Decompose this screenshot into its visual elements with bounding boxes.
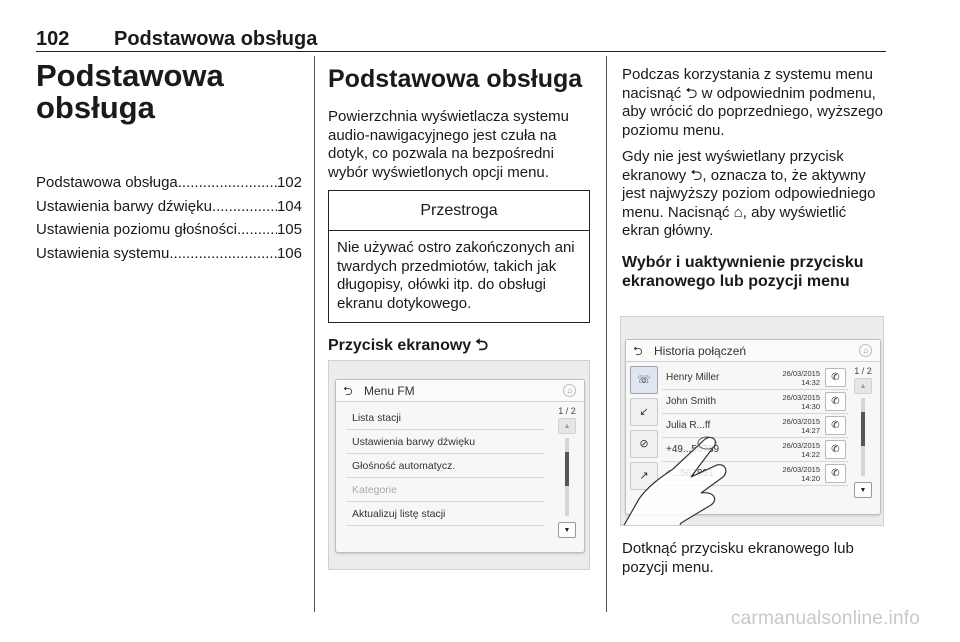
call-timestamp [782,393,820,411]
call-timestamp [782,369,820,387]
scroll-thumb[interactable] [565,452,569,486]
scroll-down-icon[interactable]: ▼ [854,482,872,498]
toc-leader [169,242,277,266]
back-arrow-icon: ⮌ [685,84,698,102]
fm-menu-screenshot [328,360,590,570]
phone-icon[interactable]: ✆ [825,416,846,435]
music-note-icon[interactable]: ♫ [563,384,576,397]
fm-menu-panel [335,379,585,553]
fm-menu-scrollbar[interactable] [558,406,576,538]
music-note-icon[interactable]: ♫ [859,344,872,357]
incoming-calls-tab[interactable]: ↙ [630,398,658,426]
call-row[interactable] [662,366,848,390]
back-arrow-icon: ⮌ [690,166,703,184]
phone-icon[interactable]: ✆ [825,440,846,459]
top-level-paragraph [622,148,886,241]
fm-menu-item[interactable]: Aktualizuj listę stacji [346,502,544,526]
caller-name: John Smith [666,396,717,407]
text-run: Podczas korzystania z systemu menu nacisnąć [622,66,873,102]
toc-entry-label: Ustawienia poziomu głośności [36,221,237,238]
toc-entry-page: 104 [276,197,302,215]
call-time: 14:27 [801,426,820,435]
call-history-screenshot [620,316,884,526]
call-history-header [626,340,880,362]
toc-entry-label: Ustawienia barwy dźwięku [36,197,212,215]
caller-name: Julia R...ff [666,420,711,431]
section-column [328,64,590,355]
column-divider [606,56,607,612]
caution-text: Nie używać ostro zakończonych ani twardych przedmiotów, takich jak długopisy, ołówki itp. do obsługi ekranu dotykowego. [337,239,575,312]
select-heading: Wybór i uaktywnienie przycisku ekranowego lub pozycji menu [622,253,864,290]
watermark: carmanualsonline.info [730,608,920,629]
running-title: Podstawowa obsługa [114,28,318,50]
home-icon: ⌂ [733,203,743,221]
text-run: Gdy nie jest wyświetlany przycisk ekranowy [622,148,844,184]
caution-box [328,190,590,323]
back-arrow-icon: ⮌ [475,337,489,354]
caution-heading: Przestroga [329,191,589,231]
fm-menu-title: Menu FM [364,384,415,398]
toc-entry-label: Podstawowa obsługa [36,174,178,191]
toc-entry-page: 106 [276,244,302,262]
call-time: 14:30 [801,402,820,411]
call-timestamp [782,465,820,483]
page-number: 102 [36,28,70,50]
scroll-thumb[interactable] [861,412,865,446]
call-timestamp [782,441,820,459]
chapter-title: Podstawowa obsługa [36,58,224,125]
scroll-up-icon[interactable]: ▲ [558,418,576,434]
page-indicator: 1 / 2 [854,366,872,376]
screenshot-caption: Dotknąć przycisku ekranowego lub pozycji menu. [622,540,854,576]
call-date: 26/03/2015 [782,393,820,402]
call-timestamp [782,417,820,435]
call-history-scrollbar[interactable] [854,366,872,498]
fm-menu-item[interactable]: Ustawienia barwy dźwięku [346,430,544,454]
scroll-track[interactable] [565,438,569,516]
chapter-column [36,60,302,265]
caller-name: +49...56789 [666,444,720,455]
touching-hand-illustration [621,407,761,526]
phone-icon[interactable]: ✆ [825,392,846,411]
outgoing-calls-tab[interactable]: ↗ [630,462,658,490]
scroll-track[interactable] [861,398,865,476]
table-of-contents [36,171,302,265]
toc-entry-page: 102 [276,174,302,191]
text-run: , aby wyświetlić ekran główny. [622,203,847,239]
page-indicator: 1 / 2 [558,406,576,416]
toc-entry[interactable] [36,195,302,219]
intro-paragraph: Powierzchnia wyświetlacza systemu audio-nawigacyjnego jest czuła na dotyk, co pozwala na bezpośredni wybór wyświetlonych opcji menu. [328,108,569,181]
toc-entry-label: Ustawienia systemu [36,244,170,262]
fm-menu-list [346,406,544,526]
call-time: 14:32 [801,378,820,387]
missed-calls-tab[interactable]: ⊘ [630,430,658,458]
call-date: 26/03/2015 [782,441,820,450]
section-title: Podstawowa obsługa [328,65,583,93]
toc-entry-page: 105 [276,221,302,238]
back-arrow-icon[interactable]: ⮌ [633,344,643,358]
call-date: 26/03/2015 [782,465,820,474]
all-calls-tab[interactable]: ☏ [630,366,658,394]
call-date: 26/03/2015 [782,369,820,378]
column-divider [314,56,315,612]
toc-entry[interactable] [36,218,302,242]
call-time: 14:20 [801,474,820,483]
scroll-up-icon[interactable]: ▲ [854,378,872,394]
text-run: , oznacza to, że aktywny jest najwyższy poziom odpowiedniego menu. Nacisnąć [622,166,876,221]
text-run: w odpowiednim podmenu, aby wrócić do poprzedniego, wyższego poziomu menu. [622,84,883,139]
page-header [36,28,886,52]
caller-name: Henry Miller [666,372,720,383]
back-button-heading-text: Przycisk ekranowy [328,337,472,354]
back-button-paragraph [622,66,886,140]
phone-icon[interactable]: ✆ [825,368,846,387]
toc-entry[interactable] [36,171,302,195]
call-date: 26/03/2015 [782,417,820,426]
toc-leader [178,171,277,195]
fm-menu-item[interactable]: Głośność automatycz. [346,454,544,478]
fm-menu-item-disabled: Kategorie [346,478,544,502]
hand-outline [623,438,726,526]
toc-entry[interactable] [36,242,302,266]
call-time: 14:22 [801,450,820,459]
back-button-heading [328,336,590,355]
call-history-title: Historia połączeń [654,344,747,358]
fm-menu-item[interactable]: Lista stacji [346,406,544,430]
fm-menu-header [336,380,584,402]
phone-icon[interactable]: ✆ [825,464,846,483]
toc-leader [212,195,277,219]
toc-leader [237,218,277,242]
scroll-down-icon[interactable]: ▼ [558,522,576,538]
back-arrow-icon[interactable]: ⮌ [343,384,353,398]
